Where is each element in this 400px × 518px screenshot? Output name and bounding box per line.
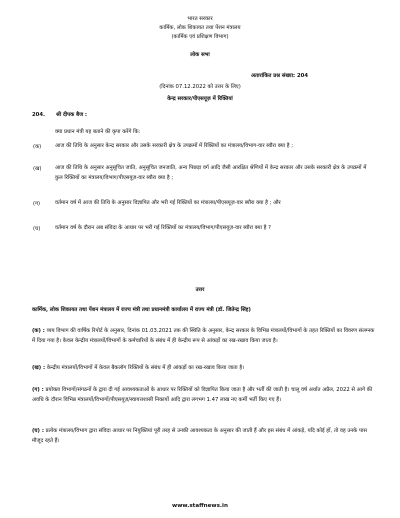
answer-part-d-label: (घ) :	[32, 428, 44, 434]
answer-heading: उत्तर	[195, 287, 205, 293]
answer-part-a-text: व्यय विभाग की वार्षिक रिपोर्ट के अनुसार, दिनांक 01.03.2021 तक की स्थिति के अनुसार, केन्द्र सरकार के विभिन्न मंत्रालयों/विभागों के तहत रिक्तियों का विवरण संलग्नक में दिया गया है। केवल केन्द्रीय मंत्रालयों/विभागों के कर्मचारियों के संबंध में ही केन्द्रीय रूप से आंकड़ों का रख-रखाव किया जाता है।	[32, 328, 375, 344]
answer-part-c	[32, 386, 377, 405]
question-intro: क्या प्रधान मंत्री यह बताने की कृपा करेंगे कि:	[55, 129, 141, 135]
part-a-label: (क)	[33, 144, 42, 150]
footer-watermark: www.staffnews.in	[172, 503, 228, 509]
question-number: अतारांकित प्रश्न संख्या: 204	[251, 73, 309, 79]
part-c-label: (ग)	[33, 201, 41, 207]
answer-part-c-label: (ग) :	[32, 387, 44, 393]
header-line-1: भारत सरकार	[187, 16, 213, 22]
part-d-label: (घ)	[33, 226, 41, 232]
part-d-text: वर्तमान वर्ष के दौरान अब संविदा के आधार पर भरी गई रिक्तियों का मंत्रालय/विभाग/पीएसयूज़-वार ब्यौरा क्या है ?	[55, 225, 271, 231]
header-line-2: कार्मिक, लोक शिकायत तथा पेंशन मंत्रालय	[159, 25, 241, 31]
answer-part-b	[32, 364, 377, 374]
question-serial: 204.	[32, 112, 46, 118]
minister-name: कार्मिक, लोक शिकायत तथा पेंशन मंत्रालय में राज्य मंत्री तथा प्रधानमंत्री कार्यालय में राज्य मंत्री (डॉ. जितेन्द्र सिंह)	[32, 307, 251, 313]
part-a-text: आज की तिथि के अनुसार केन्द्र सरकार और उसके सरकारी क्षेत्र के उपक्रमों में रिक्तियों का मंत्रालय/विभाग-वार ब्यौरा क्या है ;	[55, 143, 293, 149]
answer-part-b-text: केन्द्रीय मंत्रालयों/विभागों में केवल बैकलॉग रिक्तियों के संबंध में ही आंकड़ों का रख-रखाव किया जाता है।	[46, 365, 245, 371]
answer-part-d	[32, 427, 377, 446]
header-line-3: (कार्मिक एवं प्रशिक्षण विभाग)	[171, 34, 229, 40]
part-b-label: (ख)	[33, 166, 42, 172]
asked-by: श्री दीपक बैज :	[56, 112, 87, 118]
answer-part-c-text: प्रयोक्ता विभागों/संगठनों के द्वारा दी गई आवश्यकताओं के आधार पर रिक्तियों को विज्ञापित किया जाता है और भर्ती की जाती है। चालू वर्ष अर्थात अप्रैल, 2022 से आगे की अवधि के दौरान विभिन्न मंत्रालयों/विभागों/पीएसयूज़/स्वायत्तशासी निकायों आदि द्वारा लगभग 1.47 लाख नए कर्मी भर्ती किए गए हैं।	[32, 387, 373, 403]
part-b-text: आज की तिथि के अनुसार अनुसूचित जाति, अनुसूचित जनजाति, अन्य पिछड़ा वर्ग आदि जैसी आरक्षित श्रेणियों में केन्द्र सरकार और उसके सरकारी क्षेत्र के उपक्रमों में कुल रिक्तियों का मंत्रालय/विभाग/पीएसयूज़-वार ब्यौरा क्या है ;	[55, 165, 367, 181]
answer-date: (दिनांक 07.12.2022 को उत्तर के लिए)	[159, 84, 241, 90]
answer-part-a-label: (क) :	[32, 328, 45, 334]
answer-part-a	[32, 327, 377, 346]
house-name: लोक सभा	[190, 52, 210, 58]
question-subject: केन्द्र सरकार/पीएसयूज़ में रिक्तियां	[167, 96, 233, 102]
answer-part-b-label: (ख) :	[32, 365, 46, 371]
part-c-text: वर्तमान वर्ष में आज की तिथि के अनुसार विज्ञापित और भरी गई रिक्तियों का मंत्रालय/पीएसयूज़-वार ब्यौरा क्या है ; और	[55, 200, 281, 206]
answer-part-d-text: प्रत्येक मंत्रालय/विभाग द्वारा संविदा आधार पर नियुक्तियां पूरी तरह से उनकी आवश्यकता के अनुसार की जाती हैं और इस संबंध में आंकड़े, यदि कोई हों, तो वह उनके पास मौजूद रहते हैं।	[32, 428, 367, 444]
